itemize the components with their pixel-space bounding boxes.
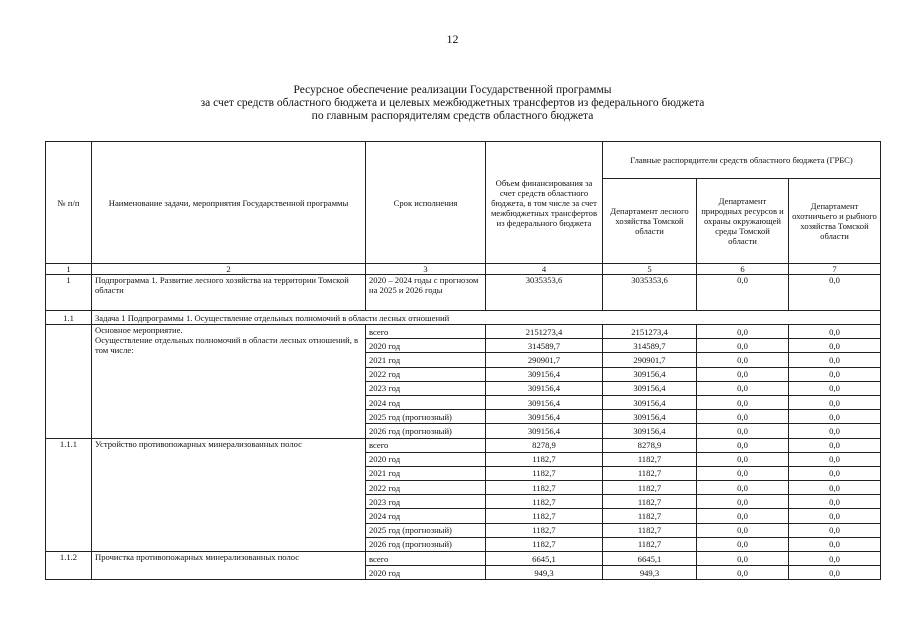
hunt-cell: 0,0 <box>789 325 881 339</box>
program-nature: 0,0 <box>697 275 789 311</box>
table-row <box>46 552 881 566</box>
hunt-cell: 0,0 <box>789 381 881 395</box>
period-cell: 2022 год <box>366 481 486 495</box>
forest-cell: 8278,9 <box>603 438 697 452</box>
hunt-cell: 0,0 <box>789 537 881 551</box>
table-row <box>46 438 881 452</box>
volume-cell: 6645,1 <box>486 552 603 566</box>
volume-cell: 2151273,4 <box>486 325 603 339</box>
hunt-cell: 0,0 <box>789 552 881 566</box>
table-row <box>46 325 881 339</box>
item-num: 1.1.2 <box>46 552 92 580</box>
forest-cell: 1182,7 <box>603 537 697 551</box>
item-num: 1.1.1 <box>46 438 92 552</box>
volume-cell: 1182,7 <box>486 481 603 495</box>
volume-cell: 1182,7 <box>486 523 603 537</box>
title-line-2: за счет средств областного бюджета и целевых межбюджетных трансфертов из федерального бюджета <box>200 97 705 109</box>
header-dep-forest: Департамент лесного хозяйства Томской области <box>603 179 697 264</box>
nature-cell: 0,0 <box>697 339 789 353</box>
forest-cell: 1182,7 <box>603 481 697 495</box>
volume-cell: 314589,7 <box>486 339 603 353</box>
nature-cell: 0,0 <box>697 325 789 339</box>
item-num <box>46 325 92 439</box>
hunt-cell: 0,0 <box>789 452 881 466</box>
item-name <box>92 552 366 580</box>
period-cell: 2021 год <box>366 353 486 367</box>
header-num: № п/п <box>46 142 92 264</box>
program-name: Подпрограмма 1. Развитие лесного хозяйства на территории Томской области <box>92 275 366 311</box>
volume-cell: 309156,4 <box>486 367 603 381</box>
nature-cell: 0,0 <box>697 452 789 466</box>
column-index: 6 <box>697 264 789 275</box>
column-index: 4 <box>486 264 603 275</box>
nature-cell: 0,0 <box>697 410 789 424</box>
header-volume: Объем финансирования за счет средств областного бюджета, в том числе за счет межбюджетных трансфертов из федерального бюджета <box>486 142 603 264</box>
period-cell: 2023 год <box>366 495 486 509</box>
forest-cell: 1182,7 <box>603 523 697 537</box>
program-row <box>46 275 881 311</box>
nature-cell: 0,0 <box>697 424 789 438</box>
header-dep-hunt: Департамент охотничьего и рыбного хозяйства Томской области <box>789 179 881 264</box>
task-row <box>46 311 881 325</box>
hunt-cell: 0,0 <box>789 523 881 537</box>
document-title <box>0 84 905 123</box>
period-cell: всего <box>366 325 486 339</box>
volume-cell: 1182,7 <box>486 452 603 466</box>
column-index: 3 <box>366 264 486 275</box>
header-grbs: Главные распорядители средств областного бюджета (ГРБС) <box>603 142 881 179</box>
period-cell: 2021 год <box>366 466 486 480</box>
hunt-cell: 0,0 <box>789 481 881 495</box>
forest-cell: 1182,7 <box>603 495 697 509</box>
hunt-cell: 0,0 <box>789 367 881 381</box>
nature-cell: 0,0 <box>697 367 789 381</box>
forest-cell: 309156,4 <box>603 381 697 395</box>
nature-cell: 0,0 <box>697 566 789 580</box>
volume-cell: 309156,4 <box>486 395 603 409</box>
table-body <box>46 275 881 580</box>
page-number: 12 <box>446 32 459 46</box>
item-name-line: Устройство противопожарных минерализованных полос <box>95 438 302 449</box>
task-text: Задача 1 Подпрограммы 1. Осуществление отдельных полномочий в области лесных отношений <box>92 311 881 325</box>
hunt-cell: 0,0 <box>789 395 881 409</box>
volume-cell: 1182,7 <box>486 466 603 480</box>
forest-cell: 6645,1 <box>603 552 697 566</box>
hunt-cell: 0,0 <box>789 566 881 580</box>
period-cell: всего <box>366 552 486 566</box>
column-index: 7 <box>789 264 881 275</box>
hunt-cell: 0,0 <box>789 438 881 452</box>
nature-cell: 0,0 <box>697 466 789 480</box>
forest-cell: 309156,4 <box>603 410 697 424</box>
hunt-cell: 0,0 <box>789 410 881 424</box>
nature-cell: 0,0 <box>697 353 789 367</box>
hunt-cell: 0,0 <box>789 509 881 523</box>
column-index: 5 <box>603 264 697 275</box>
item-name-line: Прочистка противопожарных минерализованных полос <box>95 552 300 562</box>
hunt-cell: 0,0 <box>789 339 881 353</box>
hunt-cell: 0,0 <box>789 495 881 509</box>
period-cell: 2025 год (прогнозный) <box>366 523 486 537</box>
nature-cell: 0,0 <box>697 438 789 452</box>
period-cell: всего <box>366 438 486 452</box>
program-num: 1 <box>46 275 92 311</box>
period-cell: 2020 год <box>366 452 486 466</box>
volume-cell: 8278,9 <box>486 438 603 452</box>
column-index: 1 <box>46 264 92 275</box>
period-cell: 2020 год <box>366 566 486 580</box>
hunt-cell: 0,0 <box>789 424 881 438</box>
volume-cell: 290901,7 <box>486 353 603 367</box>
title-line-1: Ресурсное обеспечение реализации Государственной программы <box>293 84 612 96</box>
item-name <box>92 438 366 552</box>
period-cell: 2026 год (прогнозный) <box>366 537 486 551</box>
volume-cell: 1182,7 <box>486 537 603 551</box>
forest-cell: 1182,7 <box>603 466 697 480</box>
item-name <box>92 325 366 439</box>
forest-cell: 2151273,4 <box>603 325 697 339</box>
nature-cell: 0,0 <box>697 395 789 409</box>
program-forest: 3035353,6 <box>603 275 697 311</box>
volume-cell: 1182,7 <box>486 509 603 523</box>
forest-cell: 290901,7 <box>603 353 697 367</box>
header-dep-nature: Департамент природных ресурсов и охраны окружающей среды Томской области <box>697 179 789 264</box>
forest-cell: 1182,7 <box>603 509 697 523</box>
nature-cell: 0,0 <box>697 481 789 495</box>
task-num: 1.1 <box>46 311 92 325</box>
column-index-row <box>46 264 881 275</box>
item-name-line: Основное мероприятие. <box>95 325 183 335</box>
forest-cell: 309156,4 <box>603 395 697 409</box>
forest-cell: 1182,7 <box>603 452 697 466</box>
nature-cell: 0,0 <box>697 381 789 395</box>
forest-cell: 314589,7 <box>603 339 697 353</box>
item-name-line: Осуществление отдельных полномочий в области лесных отношений, в том числе: <box>95 335 359 355</box>
header-name: Наименование задачи, мероприятия Государственной программы <box>92 142 366 264</box>
table-header <box>46 142 881 275</box>
program-hunt: 0,0 <box>789 275 881 311</box>
hunt-cell: 0,0 <box>789 466 881 480</box>
title-line-3: по главным распорядителям средств областного бюджета <box>311 110 594 122</box>
forest-cell: 309156,4 <box>603 367 697 381</box>
period-cell: 2025 год (прогнозный) <box>366 410 486 424</box>
resource-table <box>45 141 881 580</box>
program-term: 2020 – 2024 годы с прогнозом на 2025 и 2026 годы <box>366 275 486 311</box>
period-cell: 2023 год <box>366 381 486 395</box>
hunt-cell: 0,0 <box>789 353 881 367</box>
period-cell: 2022 год <box>366 367 486 381</box>
period-cell: 2024 год <box>366 395 486 409</box>
header-term: Срок исполнения <box>366 142 486 264</box>
program-volume: 3035353,6 <box>486 275 603 311</box>
volume-cell: 949,3 <box>486 566 603 580</box>
forest-cell: 309156,4 <box>603 424 697 438</box>
nature-cell: 0,0 <box>697 523 789 537</box>
forest-cell: 949,3 <box>603 566 697 580</box>
period-cell: 2024 год <box>366 509 486 523</box>
volume-cell: 309156,4 <box>486 424 603 438</box>
nature-cell: 0,0 <box>697 537 789 551</box>
nature-cell: 0,0 <box>697 495 789 509</box>
period-cell: 2026 год (прогнозный) <box>366 424 486 438</box>
nature-cell: 0,0 <box>697 509 789 523</box>
volume-cell: 1182,7 <box>486 495 603 509</box>
volume-cell: 309156,4 <box>486 410 603 424</box>
period-cell: 2020 год <box>366 339 486 353</box>
column-index: 2 <box>92 264 366 275</box>
volume-cell: 309156,4 <box>486 381 603 395</box>
nature-cell: 0,0 <box>697 552 789 566</box>
